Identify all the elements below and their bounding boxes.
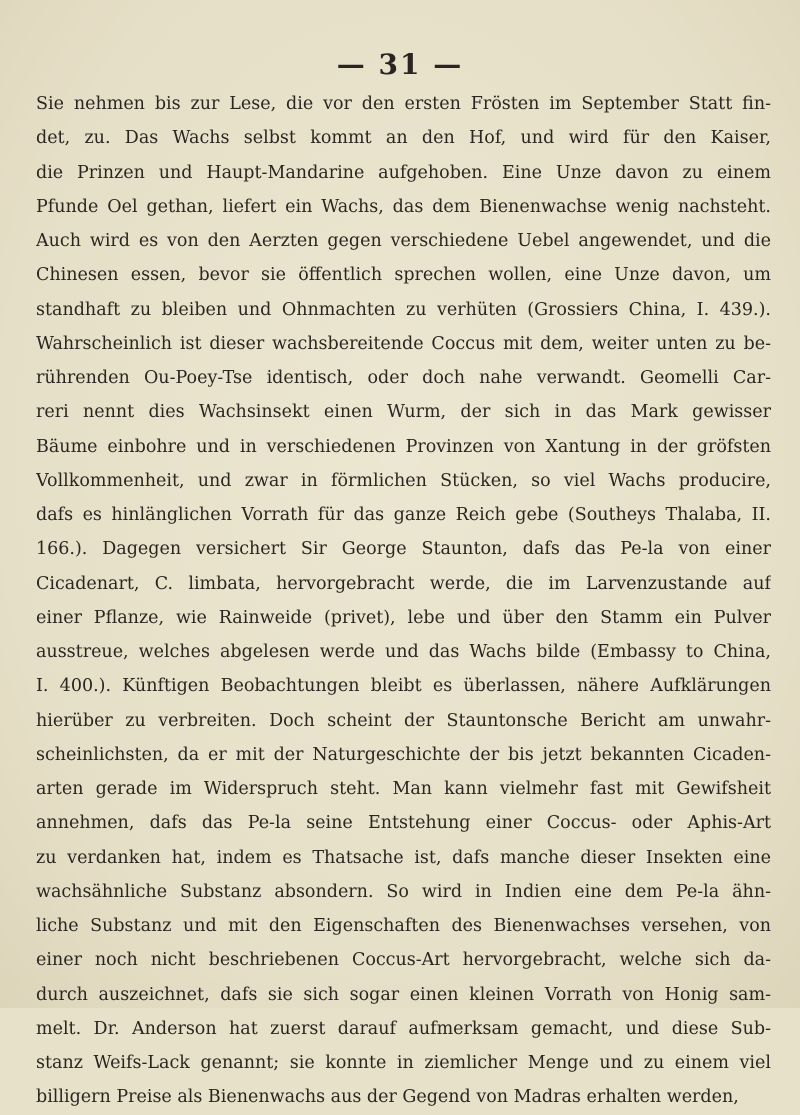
text-line: Bäume einbohre und in verschiedenen Provinzen von Xantung in der gröfsten bbox=[36, 436, 771, 457]
text-line: I. 400.). Künftigen Beobachtungen bleibt es überlassen, nähere Aufklärungen bbox=[36, 676, 771, 697]
text-line: Sie nehmen bis zur Lese, die vor den ersten Frösten im September Statt fin- bbox=[36, 94, 771, 114]
text-line: Pfunde Oel gethan, liefert ein Wachs, das dem Bienenwachse wenig nachsteht. bbox=[36, 196, 771, 217]
text-line: wachsähnliche Substanz absondern. So wird in Indien eine dem Pe-la ähn- bbox=[36, 881, 771, 902]
text-line: annehmen, dafs das Pe-la seine Entstehung einer Coccus- oder Aphis-Art bbox=[36, 813, 771, 834]
text-line: dafs es hinlänglichen Vorrath für das ganze Reich gebe (Southeys Thalaba, II. bbox=[36, 505, 771, 525]
text-line: Cicadenart, C. limbata, hervorgebracht werde, die im Larvenzustande auf bbox=[36, 573, 771, 594]
text-line: liche Substanz und mit den Eigenschaften des Bienenwachses versehen, von bbox=[36, 916, 771, 936]
text-line: hierüber zu verbreiten. Doch scheint der Stauntonsche Bericht am unwahr- bbox=[36, 710, 771, 731]
text-line: melt. Dr. Anderson hat zuerst darauf aufmerksam gemacht, und diese Sub- bbox=[36, 1018, 771, 1039]
text-line: die Prinzen und Haupt-Mandarine aufgehoben. Eine Unze davon zu einem bbox=[36, 162, 771, 183]
body-text bbox=[36, 87, 771, 1115]
text-line: Chinesen essen, bevor sie öffentlich sprechen wollen, eine Unze davon, um bbox=[36, 265, 771, 286]
text-line: reri nennt dies Wachsinsekt einen Wurm, der sich in das Mark gewisser bbox=[36, 402, 771, 423]
text-line: arten gerade im Widerspruch steht. Man kann vielmehr fast mit Gewifsheit bbox=[36, 779, 771, 799]
text-line: billigern Preise als Bienenwachs aus der Gegend von Madras erhalten werden, bbox=[36, 1087, 739, 1108]
text-line: Vollkommenheit, und zwar in förmlichen Stücken, so viel Wachs producire, bbox=[36, 470, 771, 491]
text-line: Auch wird es von den Aerzten gegen verschiedene Uebel angewendet, und die bbox=[36, 231, 771, 251]
text-line: ausstreue, welches abgelesen werde und das Wachs bilde (Embassy to China, bbox=[36, 642, 771, 662]
text-line: scheinlichsten, da er mit der Naturgeschichte der bis jetzt bekannten Cicaden- bbox=[36, 744, 771, 765]
text-line: einer noch nicht beschriebenen Coccus-Art hervorgebracht, welche sich da- bbox=[36, 950, 771, 971]
text-line: durch auszeichnet, dafs sie sich sogar einen kleinen Vorrath von Honig sam- bbox=[36, 984, 771, 1005]
text-line: rührenden Ou-Poey-Tse identisch, oder doch nahe verwandt. Geomelli Car- bbox=[36, 368, 771, 388]
page-number: — 31 — bbox=[336, 48, 464, 81]
text-line: 166.). Dagegen versichert Sir George Staunton, dafs das Pe-la von einer bbox=[36, 539, 771, 560]
text-line: det, zu. Das Wachs selbst kommt an den Hof, und wird für den Kaiser, bbox=[36, 128, 771, 149]
text-line: einer Pflanze, wie Rainweide (privet), lebe und über den Stamm ein Pulver bbox=[36, 607, 771, 628]
text-line: Wahrscheinlich ist dieser wachsbereitende Coccus mit dem, weiter unten zu be- bbox=[36, 333, 771, 354]
text-line: zu verdanken hat, indem es Thatsache ist, dafs manche dieser Insekten eine bbox=[36, 847, 771, 868]
text-line: standhaft zu bleiben und Ohnmachten zu verhüten (Grossiers China, I. 439.). bbox=[36, 299, 771, 320]
text-line: stanz Weifs-Lack genannt; sie konnte in ziemlicher Menge und zu einem viel bbox=[36, 1053, 771, 1073]
